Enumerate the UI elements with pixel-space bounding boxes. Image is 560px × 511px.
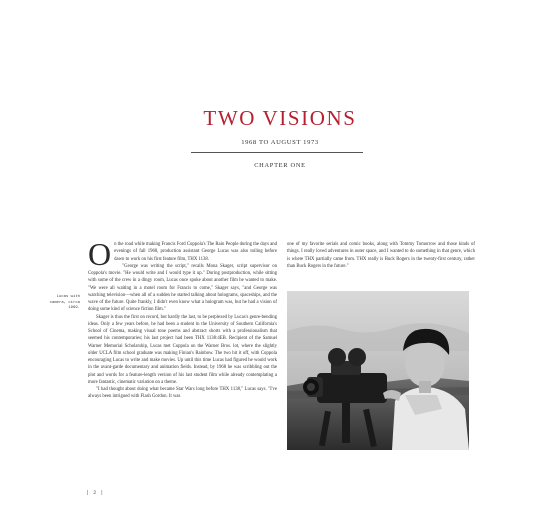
body-paragraph: Skager is thus the first on record, but hardly the last, to be perplexed by Lucas's genre-bending ideas. Only a few years before, he had been a student in the University of Southern California's School of Cinema, making visual tone poems and abstract shorts with a professionalism that seemed his contemporaries; his last project had been THX 1138:4EB. Recipient of the Samuel Warner Memorial Scholarship, Lucas met Coppola on the Warner Bros. lot, where the slightly older UCLA film school graduate was making Finian's Rainbow. The two hit it off, with Coppola encouraging Lucas to write and make movies. Up until this time Lucas had figured he would work in the avant-garde documentary and animation fields. Instead, by 1968 he was scribbling out the plot and words for a feature-length version of his last student film while already contemplating a more fantastic, cinematic variation on a theme.	[88, 314, 277, 385]
body-paragraph: n the road while making Francis Ford Coppola's The Rain People during the days and evenings of fall 1968, production assistant George Lucas was also toiling before dawn to work on his first feature film, THX 1138.	[114, 242, 277, 262]
title-divider	[191, 152, 363, 153]
drop-cap: O	[88, 236, 112, 272]
chapter-dates: 1968 TO AUGUST 1973	[241, 139, 319, 146]
body-paragraph: "George was writing the script," recalls Mona Skager, script supervisor on Coppola's movie. "He would write and I would type it up." During postproduction, while sitting with some of the crew in a dingy room, Lucas once spoke about another film he wanted to make. "We were all waiting in a motel room for Francis to come," Skager says, "and George was watching television—when all of a sudden he started talking about holograms, spaceships, and the wave of the future. Quite frankly, I didn't even know what a hologram was, but he had a vision of doing some kind of science fiction film."	[88, 263, 277, 313]
body-paragraph: one of my favorite serials and comic books, along with Tommy Tomorrow and those kinds of things. I really loved adventures in outer space, and I wanted to do something in that genre, which is where THX partially came from. THX really is Buck Rogers in the twenty-first century, rather than Buck Rogers in the future."	[287, 242, 475, 269]
photo-illustration	[287, 291, 469, 450]
right-text-column	[287, 241, 475, 270]
photo-caption: Lucas with camera, circa 1969.	[49, 295, 80, 311]
chapter-title: TWO VISIONS	[203, 106, 357, 130]
photo-lucas-with-camera	[287, 291, 469, 450]
body-paragraph: "I had thought about doing what became Star Wars long before THX 1138," Lucas says. "I've always been intrigued with Flash Gordon. It was	[88, 387, 277, 400]
left-text-column	[88, 236, 277, 401]
page-number: | 2 |	[86, 490, 105, 496]
chapter-label: CHAPTER ONE	[254, 162, 306, 169]
